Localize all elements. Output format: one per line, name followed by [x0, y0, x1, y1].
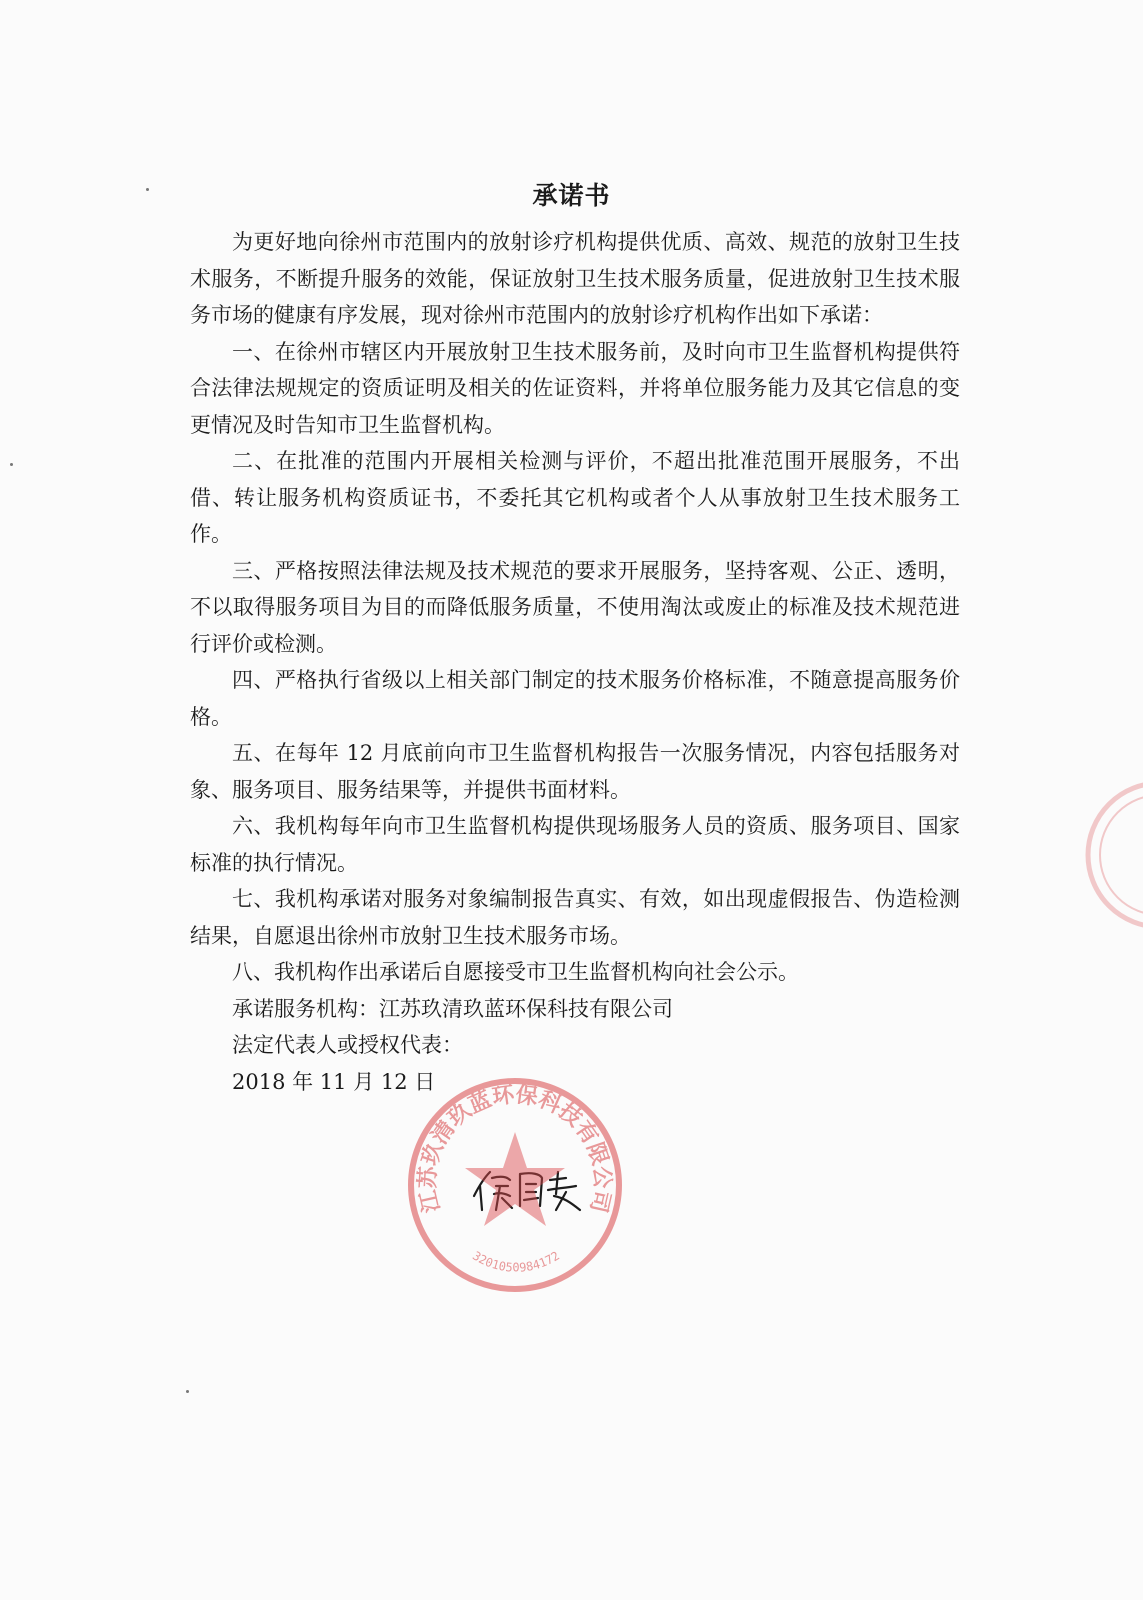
partial-seal-stamp	[1050, 770, 1143, 940]
seal-number: 3201050984172	[470, 1248, 562, 1275]
paragraph-item-6: 六、我机构每年向市卫生监督机构提供现场服务人员的资质、服务项目、国家标准的执行情况。	[190, 814, 960, 875]
company-seal-stamp	[400, 1070, 630, 1300]
paragraph-item-1: 一、在徐州市辖区内开展放射卫生技术服务前，及时向市卫生监督机构提供符合法律法规规定的资质证明及相关的佐证资料，并将单位服务能力及其它信息的变更情况及时告知市卫生监督机构。	[190, 339, 960, 437]
paragraph-item-7: 七、我机构承诺对服务对象编制报告真实、有效，如出现虚假报告、伪造检测结果，自愿退出徐州市放射卫生技术服务市场。	[190, 887, 960, 948]
paragraph-item-8: 八、我机构作出承诺后自愿接受市卫生监督机构向社会公示。	[232, 960, 799, 984]
svg-text:3201050984172	[470, 1249, 562, 1275]
seal-ring-text: 江苏玖清玖蓝环保科技有限公司	[414, 1081, 616, 1215]
date-line: 2018 年 11 月 12 日	[232, 1069, 436, 1094]
scan-speck	[10, 463, 13, 466]
organization-line: 承诺服务机构：江苏玖清玖蓝环保科技有限公司	[232, 996, 673, 1021]
paragraph-item-3: 三、严格按照法律法规及技术规范的要求开展服务，坚持客观、公正、透明，不以取得服务项目为目的而降低服务质量，不使用淘汰或废止的标准及技术规范进行评价或检测。	[190, 558, 960, 656]
scan-speck	[186, 1390, 189, 1393]
paragraph-item-4: 四、严格执行省级以上相关部门制定的技术服务价格标准，不随意提高服务价格。	[190, 668, 960, 729]
representative-line: 法定代表人或授权代表：	[232, 1033, 463, 1057]
document-title: 承诺书	[532, 181, 611, 210]
document-body	[190, 224, 960, 1100]
paragraph-item-2: 二、在批准的范围内开展相关检测与评价，不超出批准范围开展服务，不出借、转让服务机构资质证书，不委托其它机构或者个人从事放射卫生技术服务工作。	[190, 449, 960, 546]
paragraph-intro: 为更好地向徐州市范围内的放射诊疗机构提供优质、高效、规范的放射卫生技术服务，不断提升服务的效能，保证放射卫生技术服务质量，促进放射卫生技术服务市场的健康有序发展，现对徐州市范围内的放射诊疗机构作出如下承诺：	[190, 230, 960, 327]
paragraph-item-5: 五、在每年 12 月底前向市卫生监督机构报告一次服务情况，内容包括服务对象、服务项目、服务结果等，并提供书面材料。	[190, 741, 960, 802]
scan-speck	[146, 188, 149, 191]
